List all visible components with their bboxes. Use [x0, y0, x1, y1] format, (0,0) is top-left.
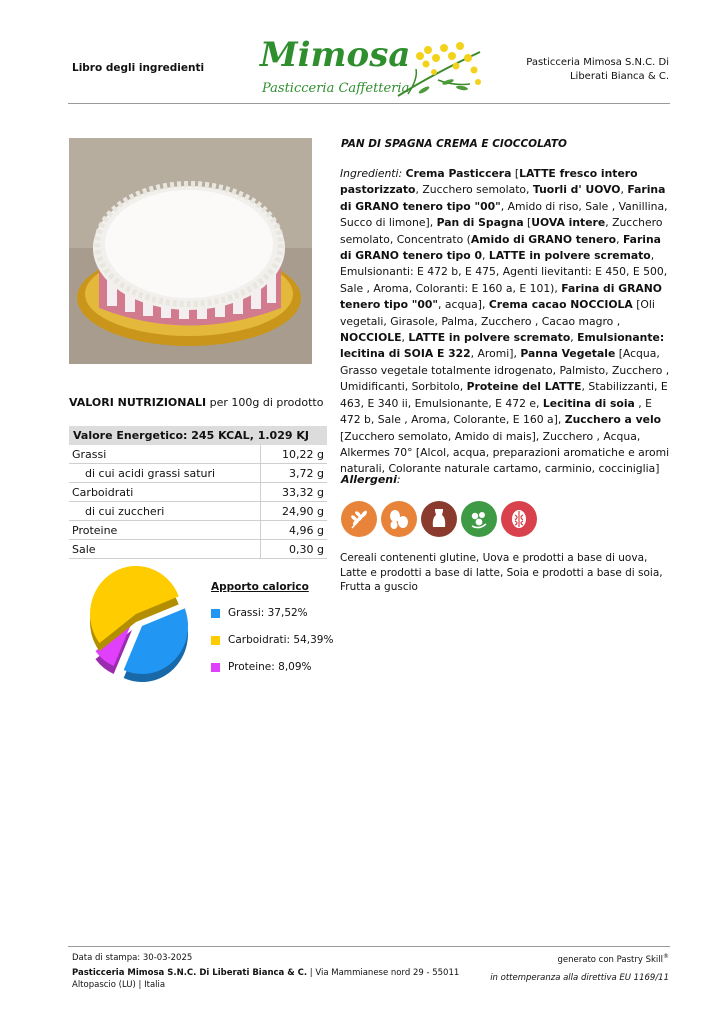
product-name: PAN DI SPAGNA CREMA E CIOCCOLATO	[341, 138, 567, 150]
ingredient-text: ,	[620, 183, 628, 197]
nutrition-title-rest: per 100g di prodotto	[206, 396, 324, 409]
allergens-title-colon: :	[396, 473, 401, 486]
nuts-icon	[501, 501, 537, 537]
nutrient-value: 33,32 g	[261, 483, 328, 502]
nutrition-row	[69, 483, 327, 502]
ingredient-text: [Oli vegetali, Girasole, Palma, Zucchero , Cacao magro ,	[340, 298, 655, 328]
ingredient-highlight: UOVA intere	[531, 216, 606, 230]
ingredient-highlight: Farina di GRANO tenero tipo "00"	[340, 183, 666, 213]
company-logo	[248, 34, 488, 104]
nutrition-row	[69, 502, 327, 521]
ingredient-text: , Zucchero semolato,	[415, 183, 533, 197]
nutrient-label: di cui zuccheri	[69, 502, 261, 521]
soy-icon	[461, 501, 497, 537]
legend-label-carbs: Carboidrati: 54,39%	[228, 634, 334, 646]
nutrition-row	[69, 464, 327, 483]
legend-label-fat: Grassi: 37,52%	[228, 607, 308, 619]
nutrient-label: di cui acidi grassi saturi	[69, 464, 261, 483]
nutrient-value: 24,90 g	[261, 502, 328, 521]
nutrition-title-bold: VALORI NUTRIZIONALI	[69, 396, 207, 409]
ingredient-text: [Zucchero semolato, Amido di mais], Zucchero , Acqua, Alkermes 70° [Alcol, acqua, preparazioni aromatiche e aromi naturali, Colorante naturale cartamo, carminio, cocciniglia]	[340, 429, 670, 476]
ingredient-text: , E 472 b, Sale , Aroma, Colorante, E 160 a],	[340, 396, 652, 427]
nutrient-value: 4,96 g	[261, 521, 328, 540]
ingredient-highlight: Amido di GRANO tenero	[470, 232, 617, 246]
nutrition-table	[69, 426, 327, 559]
milk-icon	[421, 501, 457, 537]
document-title: Libro degli ingredienti	[72, 62, 205, 74]
ingredient-highlight: Panna Vegetale	[520, 347, 616, 361]
company-header	[526, 56, 669, 84]
ingredients-label: Ingredienti:	[340, 167, 403, 180]
footer-company	[72, 967, 492, 991]
ingredient-highlight: Emulsionante: lecitina di SOIA E 322	[340, 331, 665, 361]
ingredient-highlight: Crema cacao NOCCIOLA	[488, 298, 633, 312]
legend-title: Apporto calorico	[211, 581, 309, 593]
header-divider	[68, 103, 670, 104]
allergen-icons	[341, 501, 537, 537]
legend-item-carbs	[211, 634, 333, 646]
ingredient-highlight: Zucchero a velo	[564, 413, 662, 427]
ingredient-highlight: LATTE fresco intero pastorizzato	[340, 167, 638, 197]
wheat-icon	[341, 501, 377, 537]
ingredient-text: ,	[401, 331, 409, 345]
ingredient-text: , Aromi],	[470, 347, 521, 361]
legend-swatch-fat	[211, 609, 220, 618]
company-line-2: Liberati Bianca & C.	[569, 71, 669, 82]
allergens-description: Cereali contenenti glutine, Uova e prodotti a base di uova, Latte e prodotti a base di latte, Soia e prodotti a base di soia, Frutta a guscio	[340, 552, 663, 593]
ingredient-text: [	[511, 167, 520, 180]
generator-text: generato con Pastry Skill	[557, 954, 663, 965]
legend-swatch-carbs	[211, 636, 220, 645]
footer-company-address: | Via Mammianese nord 29 - 55011 Altopascio (LU) | Italia	[72, 968, 460, 990]
nutrient-label: Proteine	[69, 521, 261, 540]
nutrient-label: Grassi	[69, 445, 261, 464]
ingredient-text: [Acqua, Grasso vegetale totalmente idrogenato, Palmisto, Zucchero , Umidificanti, Sorbitolo,	[340, 347, 670, 394]
regulation-note: in ottemperanza alla direttiva EU 1169/11	[490, 973, 669, 983]
calorie-pie-chart	[86, 566, 192, 686]
energy-header: Valore Energetico: 245 KCAL, 1.029 KJ	[69, 426, 327, 445]
allergens-title-text: Allergeni	[341, 473, 397, 486]
nutrition-row	[69, 445, 327, 464]
print-date: Data di stampa: 30-03-2025	[72, 953, 193, 963]
ingredient-highlight: Farina di GRANO tenero tipo "00"	[340, 281, 662, 312]
logo-name: Mimosa	[260, 35, 411, 75]
legend-item-protein	[211, 661, 312, 673]
nutrition-title	[69, 396, 323, 409]
nutrient-label: Sale	[69, 540, 261, 559]
footer-company-name: Pasticceria Mimosa S.N.C. Di Liberati Bianca & C.	[72, 968, 308, 978]
nutrient-value: 10,22 g	[261, 445, 328, 464]
ingredient-highlight: LATTE in polvere scremato	[488, 249, 651, 263]
ingredient-highlight: Lecitina di soia	[542, 396, 635, 410]
ingredients-text	[340, 166, 672, 478]
nutrition-row	[69, 521, 327, 540]
ingredient-text: ,	[570, 331, 578, 345]
logo-subtitle: Pasticceria Caffetteria	[262, 81, 410, 96]
nutrient-value: 0,30 g	[261, 540, 328, 559]
eggs-icon	[381, 501, 417, 537]
ingredient-highlight: Tuorli d' UOVO	[532, 183, 621, 197]
product-photo	[69, 138, 312, 364]
ingredient-highlight: NOCCIOLE	[340, 331, 402, 345]
ingredient-text: [	[523, 216, 532, 230]
ingredient-text: , acqua],	[438, 298, 489, 312]
ingredient-text: , Stabilizzanti, E 463, E 340 ii, Emulsionante, E 472 e,	[340, 380, 668, 410]
ingredient-highlight: Proteine del LATTE	[466, 380, 582, 394]
ingredient-highlight: Farina di GRANO tenero tipo 0	[340, 232, 661, 263]
ingredient-text: , Emulsionanti: E 472 b, E 475, Agenti lievitanti: E 450, E 500, Sale , Aroma, Coloranti: E 160 a, E 101),	[340, 249, 668, 295]
ingredient-text: ,	[616, 232, 623, 246]
ingredient-highlight: LATTE in polvere scremato	[408, 331, 571, 345]
ingredient-text: , Amido di riso, Sale , Vanillina, Succo di limone],	[340, 199, 668, 230]
legend-swatch-protein	[211, 663, 220, 672]
footer-divider	[68, 946, 670, 947]
nutrition-row	[69, 540, 327, 559]
nutrient-value: 3,72 g	[261, 464, 328, 483]
nutrient-label: Carboidrati	[69, 483, 261, 502]
legend-label-protein: Proteine: 8,09%	[228, 661, 312, 673]
ingredient-highlight: Crema Pasticcera	[405, 167, 512, 180]
ingredient-text: ,	[481, 249, 489, 263]
registered-mark: ®	[663, 953, 669, 960]
company-line-1: Pasticceria Mimosa S.N.C. Di	[526, 57, 669, 68]
ingredient-highlight: Pan di Spagna	[436, 216, 524, 230]
allergens-title	[341, 473, 401, 486]
generator-credit	[558, 953, 670, 965]
legend-item-fat	[211, 607, 308, 619]
ingredient-text: , Zucchero semolato, Concentrato (	[340, 216, 663, 246]
